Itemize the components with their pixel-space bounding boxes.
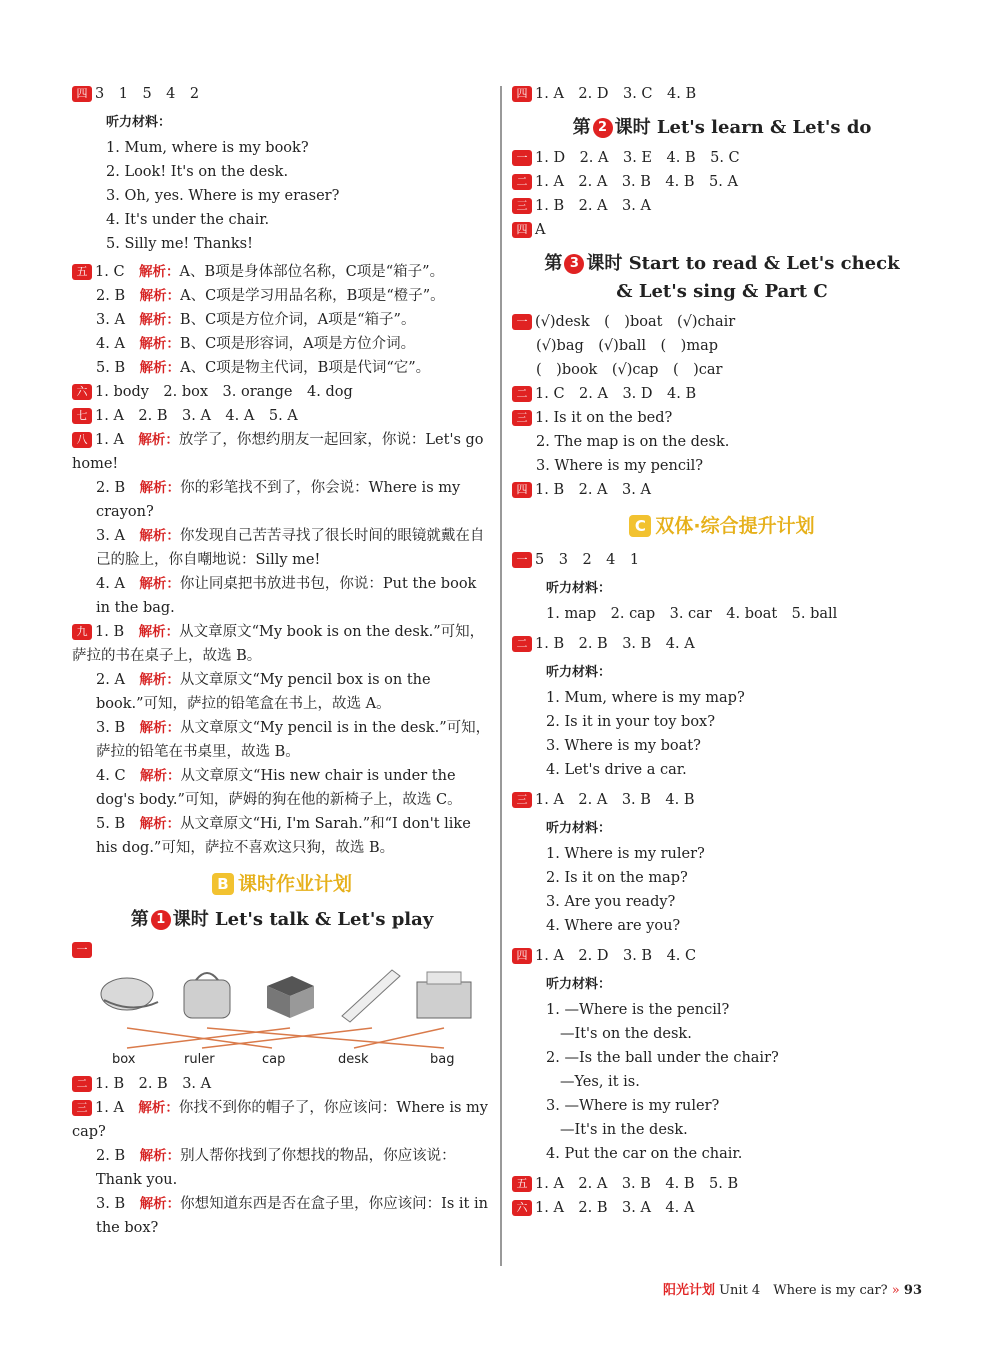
listen-line: 2. Look! It's on the desk. bbox=[106, 164, 289, 180]
s8-item: 八 1. A 解析：放学了，你想约朋友一起回家，你说：Let's go home! bbox=[72, 432, 484, 472]
s9-item: 3. B 解析：从文章原文“My pencil is in the desk.”可知，萨拉的铅笔在书桌里，故选 B。 bbox=[96, 720, 491, 760]
l2-s4: 四 A bbox=[512, 218, 932, 242]
c-s2: 二 1. B 2. B 3. B 4. A bbox=[512, 632, 932, 656]
brand-name: 阳光计划 bbox=[662, 1283, 715, 1298]
l1-s3-item: 2. B 解析：别人帮你找到了你想找的物品，你应该说：Thank you. bbox=[96, 1148, 456, 1188]
s9-item: 5. B 解析：从文章原文“Hi, I'm Sarah.”和“I don't like his dog.”可知，萨拉不喜欢这只狗，故选 B。 bbox=[96, 816, 471, 856]
badge-8: 八 bbox=[72, 432, 92, 448]
jiexi-label: 解析： bbox=[139, 264, 180, 280]
badge-4: 四 bbox=[72, 86, 92, 102]
column-divider bbox=[500, 86, 502, 1266]
lesson-3-title: 第 3 课时 Start to read & Let's check bbox=[544, 253, 900, 274]
section-c-heading: C 双体·综合提升计划 bbox=[512, 512, 932, 540]
listening-label: 听力材料： bbox=[546, 665, 612, 680]
match-word: cap bbox=[262, 1052, 286, 1066]
badge-7: 七 bbox=[72, 408, 92, 424]
listen-line: 4. Put the car on the chair. bbox=[546, 1146, 743, 1162]
badge-4: 四 bbox=[512, 222, 532, 238]
badge-3: 三 bbox=[512, 410, 532, 426]
l3-s1-line: (√)bag (√)ball ( )map bbox=[536, 338, 719, 354]
listen-line: 3. Are you ready? bbox=[546, 894, 676, 910]
jiexi-label: 解析： bbox=[139, 1148, 181, 1164]
l3-s1-line: ( )book (√)cap ( )car bbox=[536, 362, 723, 378]
s8-item: 2. B 解析：你的彩笔找不到了，你会说：Where is my crayon? bbox=[96, 480, 461, 520]
s5-item: 3. A 解析：B、C项是方位介词，A项是“箱子”。 bbox=[96, 312, 416, 328]
listen-line: 2. Is it in your toy box? bbox=[546, 714, 716, 730]
l3-s3-line: 2. The map is on the desk. bbox=[536, 434, 730, 450]
listening-label: 听力材料： bbox=[546, 581, 612, 596]
l2-s2: 二 1. A 2. A 3. B 4. B 5. A bbox=[512, 170, 932, 194]
lesson-2-title: 第 2 课时 Let's learn & Let's do bbox=[572, 117, 872, 138]
s9-item: 4. C 解析：从文章原文“His new chair is under the dog's body.”可知，萨姆的狗在他的新椅子上，故选 C。 bbox=[96, 768, 462, 808]
badge-2: 二 bbox=[512, 174, 532, 190]
l1-s2: 二 1. B 2. B 3. A bbox=[72, 1072, 492, 1096]
page-footer bbox=[663, 1279, 922, 1298]
jiexi-label: 解析： bbox=[139, 576, 180, 592]
listen-line: —Yes, it is. bbox=[560, 1074, 640, 1090]
listen-line: 1. map 2. cap 3. car 4. boat 5. ball bbox=[546, 606, 838, 622]
s5-item: 5. B 解析：A、C项是物主代词，B项是代词“它”。 bbox=[96, 360, 431, 376]
jiexi-label: 解析： bbox=[139, 312, 180, 328]
right-column bbox=[512, 82, 932, 1220]
jiexi-label: 解析： bbox=[139, 528, 180, 544]
box-picture bbox=[267, 976, 314, 1018]
jiexi-label: 解析： bbox=[139, 336, 180, 352]
desk-picture bbox=[417, 972, 471, 1018]
bag-picture bbox=[184, 973, 230, 1018]
listen-line: 3. Oh, yes. Where is my eraser? bbox=[106, 188, 340, 204]
listening-label: 听力材料： bbox=[546, 821, 612, 836]
section-b-heading: B 课时作业计划 bbox=[72, 870, 492, 898]
match-word: box bbox=[112, 1052, 136, 1066]
badge-4: 四 bbox=[512, 86, 532, 102]
jiexi-label: 解析： bbox=[139, 672, 180, 688]
badge-1: 一 bbox=[512, 552, 532, 568]
listen-line: 2. Is it on the map? bbox=[546, 870, 688, 886]
badge-3: 三 bbox=[512, 198, 532, 214]
lesson-3-subtitle: & Let's sing & Part C bbox=[616, 281, 828, 302]
section-c-icon: C bbox=[629, 515, 651, 537]
s5-item: 4. A 解析：B、C项是形容词，A项是方位介词。 bbox=[96, 336, 416, 352]
double-arrow-icon: » bbox=[891, 1283, 900, 1298]
s7-answers: 七 1. A 2. B 3. A 4. A 5. A bbox=[72, 404, 492, 428]
badge-1: 一 bbox=[512, 150, 532, 166]
listen-line: 3. —Where is my ruler? bbox=[546, 1098, 720, 1114]
badge-6: 六 bbox=[72, 384, 92, 400]
badge-9: 九 bbox=[72, 624, 92, 640]
jiexi-label: 解析： bbox=[138, 432, 179, 448]
matching-figure bbox=[92, 966, 482, 1066]
page-number: 93 bbox=[903, 1283, 922, 1298]
section-b-icon: B bbox=[212, 873, 234, 895]
s5-item: 2. B 解析：A、C项是学习用品名称，B项是“橙子”。 bbox=[96, 288, 445, 304]
listen-line: 3. Where is my boat? bbox=[546, 738, 701, 754]
listen-line: 2. —Is the ball under the chair? bbox=[546, 1050, 779, 1066]
badge-4: 四 bbox=[512, 948, 532, 964]
badge-2: 二 bbox=[72, 1076, 92, 1092]
listen-line: —It's on the desk. bbox=[560, 1026, 692, 1042]
l1-s3-item: 3. B 解析：你想知道东西是否在盒子里，你应该问：Is it in the box? bbox=[96, 1196, 488, 1236]
jiexi-label: 解析： bbox=[140, 768, 181, 784]
listen-line: 1. Where is my ruler? bbox=[546, 846, 705, 862]
badge-2: 二 bbox=[512, 386, 532, 402]
c-s6: 六 1. A 2. B 3. A 4. A bbox=[512, 1196, 932, 1220]
c-s4: 四 1. A 2. D 3. B 4. C bbox=[512, 944, 932, 968]
l3-s3-line: 3. Where is my pencil? bbox=[536, 458, 703, 474]
listening-label: 听力材料： bbox=[106, 115, 172, 130]
matching-exercise bbox=[92, 966, 492, 1066]
match-word: ruler bbox=[184, 1052, 215, 1066]
badge-5: 五 bbox=[72, 264, 92, 280]
c-s5: 五 1. A 2. A 3. B 4. B 5. B bbox=[512, 1172, 932, 1196]
jiexi-label: 解析： bbox=[138, 1100, 179, 1116]
left-column bbox=[72, 82, 492, 1240]
jiexi-label: 解析： bbox=[139, 288, 181, 304]
l1-s3-item: 三 1. A 解析：你找不到你的帽子了，你应该问：Where is my cap? bbox=[72, 1100, 488, 1140]
listening-label: 听力材料： bbox=[546, 977, 612, 992]
listen-line: 4. Let's drive a car. bbox=[546, 762, 687, 778]
s9-item: 2. A 解析：从文章原文“My pencil box is on the book.”可知，萨拉的铅笔盒在书上，故选 A。 bbox=[96, 672, 431, 712]
s8-item: 3. A 解析：你发现自己苦苦寻找了很长时间的眼镜就戴在自己的脸上，你自嘲地说：Silly me! bbox=[96, 528, 485, 568]
badge-3: 三 bbox=[72, 1100, 92, 1116]
ruler-picture bbox=[342, 970, 400, 1022]
matching-lines bbox=[127, 1028, 444, 1048]
jiexi-label: 解析： bbox=[138, 624, 180, 640]
listen-line: 1. Mum, where is my book? bbox=[106, 140, 309, 156]
listen-line: 4. It's under the chair. bbox=[106, 212, 270, 228]
s8-item: 4. A 解析：你让同桌把书放进书包，你说：Put the book in the bag. bbox=[96, 576, 477, 616]
badge-4: 四 bbox=[512, 482, 532, 498]
badge-1: 一 bbox=[72, 942, 92, 958]
jiexi-label: 解析： bbox=[139, 816, 181, 832]
l2-s1: 一 1. D 2. A 3. E 4. B 5. C bbox=[512, 146, 932, 170]
lesson-number-icon: 3 bbox=[564, 254, 584, 274]
s6-answers: 六 1. body 2. box 3. orange 4. dog bbox=[72, 380, 492, 404]
footer-unit: Unit 4 Where is my car? bbox=[719, 1283, 888, 1298]
l3-s1: 一 (√)desk ( )boat (√)chair bbox=[512, 310, 932, 334]
s4-answers: 四 1. A 2. D 3. C 4. B bbox=[512, 82, 932, 106]
badge-6: 六 bbox=[512, 1200, 532, 1216]
badge-1: 一 bbox=[512, 314, 532, 330]
lesson-1-title: 第 1 课时 Let's talk & Let's play bbox=[130, 909, 434, 930]
jiexi-label: 解析： bbox=[139, 480, 181, 496]
listen-line: —It's in the desk. bbox=[560, 1122, 688, 1138]
l2-s3: 三 1. B 2. A 3. A bbox=[512, 194, 932, 218]
jiexi-label: 解析： bbox=[139, 360, 181, 376]
s5-item: 五 1. C 解析：A、B项是身体部位名称，C项是“箱子”。 bbox=[72, 260, 492, 284]
c-s3: 三 1. A 2. A 3. B 4. B bbox=[512, 788, 932, 812]
lesson-number-icon: 1 bbox=[151, 910, 171, 930]
l1-s1 bbox=[72, 938, 492, 962]
match-word: desk bbox=[338, 1052, 369, 1066]
listen-line: 1. Mum, where is my map? bbox=[546, 690, 745, 706]
l3-s2: 二 1. C 2. A 3. D 4. B bbox=[512, 382, 932, 406]
l3-s3: 三 1. Is it on the bed? bbox=[512, 406, 932, 430]
badge-2: 二 bbox=[512, 636, 532, 652]
listen-line: 5. Silly me! Thanks! bbox=[106, 236, 253, 252]
match-word: bag bbox=[430, 1052, 455, 1066]
badge-5: 五 bbox=[512, 1176, 532, 1192]
c-s1: 一 5 3 2 4 1 bbox=[512, 548, 932, 572]
l3-s4: 四 1. B 2. A 3. A bbox=[512, 478, 932, 502]
listen-line: 4. Where are you? bbox=[546, 918, 681, 934]
lesson-number-icon: 2 bbox=[593, 118, 613, 138]
badge-3: 三 bbox=[512, 792, 532, 808]
jiexi-label: 解析： bbox=[139, 720, 181, 736]
cap-picture bbox=[101, 978, 158, 1010]
listen-line: 1. —Where is the pencil? bbox=[546, 1002, 730, 1018]
s9-item: 九 1. B 解析：从文章原文“My book is on the desk.”可知，萨拉的书在桌子上，故选 B。 bbox=[72, 624, 485, 664]
jiexi-label: 解析： bbox=[139, 1196, 181, 1212]
s4-answers: 四 3 1 5 4 2 bbox=[72, 82, 492, 106]
